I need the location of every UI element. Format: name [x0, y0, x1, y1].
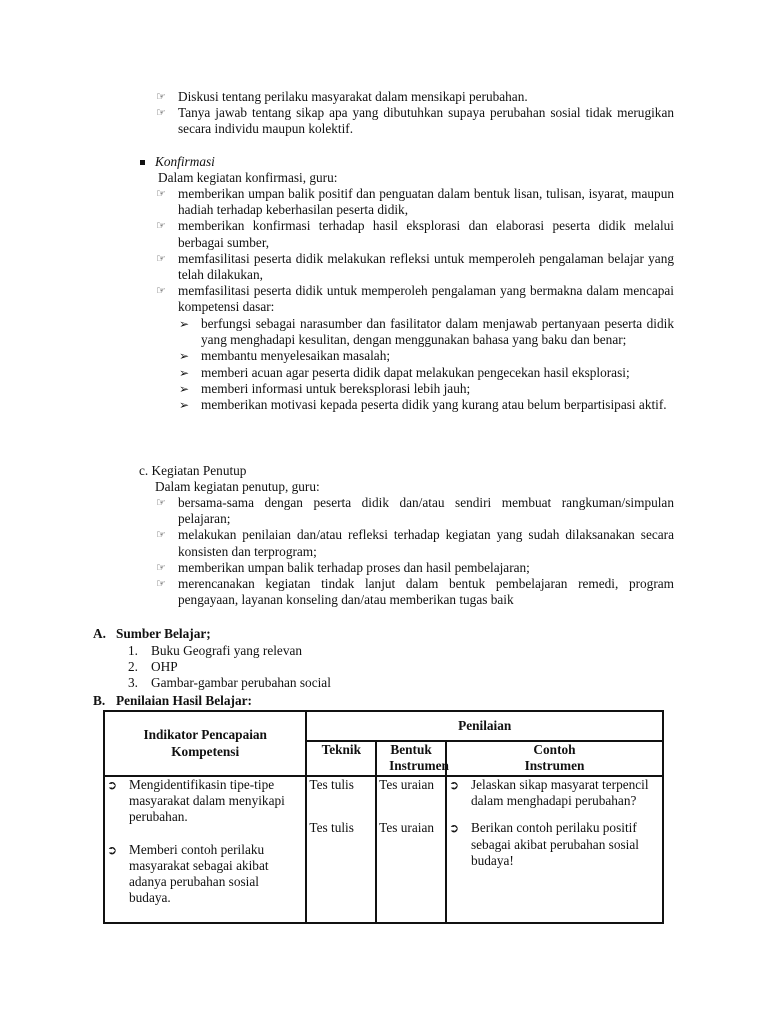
curved-arrow-icon: ➲: [448, 778, 460, 792]
pointing-hand-icon: ☞: [156, 219, 166, 233]
pointing-hand-icon: ☞: [156, 187, 166, 200]
top-discussion-list: [156, 89, 674, 138]
arrowhead-bullet-icon: ➢: [179, 349, 190, 364]
arrowhead-bullet-icon: ➢: [179, 317, 190, 331]
list-item: ➢ memberikan motivasi kepada peserta didik yang kurang atau belum berpartisipasi aktif.: [179, 397, 667, 413]
teknik-cell: Tes tulis Tes tulis: [306, 776, 376, 923]
square-bullet-icon: [140, 160, 145, 165]
bentuk-cell: Tes uraian Tes uraian: [376, 776, 446, 923]
arrowhead-bullet-icon: ➢: [179, 365, 190, 380]
list-item: ☞ Tanya jawab tentang sikap apa yang dibutuhkan supaya perubahan sosial tidak merugikan secara individu maupun kolektif.: [156, 105, 674, 137]
arrowhead-bullet-icon: ➢: [179, 381, 190, 396]
list-item: ➲ Jelaskan sikap masyarat terpencil dalam menghadapi perubahan?: [448, 777, 649, 809]
penilaian-heading: B. Penilaian Hasil Belajar:: [93, 693, 252, 708]
penutup-section: [139, 463, 679, 495]
pointing-hand-icon: ☞: [156, 106, 166, 120]
list-item: ➲ Berikan contoh perilaku positif sebagai akibat perubahan sosial budaya!: [448, 820, 639, 868]
konfirmasi-heading: Konfirmasi: [155, 154, 674, 170]
pointing-hand-icon: ☞: [156, 251, 166, 265]
sumber-heading: A. Sumber Belajar;: [93, 626, 211, 641]
list-item: ☞ memfasilitasi peserta didik untuk memperoleh pengalaman yang bermakna dalam mencapai kompetensi dasar:: [156, 283, 674, 315]
list-item: ☞ memberikan umpan balik terhadap proses dan hasil pembelajaran;: [156, 559, 530, 575]
pointing-hand-icon: ☞: [156, 560, 166, 574]
list-item: ➲ Memberi contoh perilaku masyarakat sebagai akibat adanya perubahan sosial budaya.: [107, 841, 269, 906]
curved-arrow-icon: ➲: [107, 842, 118, 857]
list-item: ☞ memberikan konfirmasi terhadap hasil eksplorasi dan elaborasi peserta didik melalui berbagai sumber,: [156, 218, 674, 250]
indikator-cell: [104, 776, 306, 923]
pointing-hand-icon: ☞: [156, 528, 166, 542]
konfirmasi-list: [156, 186, 674, 316]
penutup-list: [156, 495, 674, 608]
header-contoh: Contoh Instrumen: [446, 741, 663, 776]
header-penilaian: Penilaian: [306, 711, 663, 741]
konfirmasi-intro: Dalam kegiatan konfirmasi, guru:: [158, 170, 338, 186]
assessment-table: [103, 710, 664, 924]
penutup-intro: Dalam kegiatan penutup, guru:: [155, 479, 320, 495]
list-item: 1. Buku Geografi yang relevan: [128, 643, 303, 658]
contoh-cell: [446, 776, 663, 923]
list-item: ☞ memfasilitasi peserta didik melakukan refleksi untuk memperoleh pengalaman belajar yang telah dilakukan,: [156, 250, 674, 283]
list-item: 2. OHP: [128, 659, 178, 675]
penutup-heading: c. Kegiatan Penutup: [139, 463, 247, 478]
pointing-hand-icon: ☞: [156, 90, 166, 103]
list-item: ➢ membantu menyelesaikan masalah;: [179, 348, 391, 364]
header-teknik: Teknik: [306, 741, 376, 776]
curved-arrow-icon: ➲: [107, 778, 118, 792]
pointing-hand-icon: ☞: [156, 284, 166, 298]
list-item: ☞ Diskusi tentang perilaku masyarakat dalam mensikapi perubahan.: [156, 89, 528, 104]
list-item: 3. Gambar-gambar perubahan social: [128, 675, 331, 691]
list-item: ➢ memberi informasi untuk bereksplorasi lebih jauh;: [179, 380, 471, 396]
pointing-hand-icon: ☞: [156, 577, 166, 591]
list-item: ☞ memberikan umpan balik positif dan penguatan dalam bentuk lisan, tulisan, isyarat, maupun hadiah terhadap keberhasilan peserta didik,: [156, 186, 674, 218]
list-item: ➲ Mengidentifikasin tipe-tipe masyarakat dalam menyikapi perubahan.: [107, 777, 285, 825]
list-item: ➢ memberi acuan agar peserta didik dapat melakukan pengecekan hasil eksplorasi;: [179, 364, 630, 380]
list-item: ➢ berfungsi sebagai narasumber dan fasilitator dalam menjawab pertanyaan peserta didik yang menghadapi kesulitan, dengan menggunakan bahasa yang baku dan benar;: [179, 316, 674, 348]
pointing-hand-icon: ☞: [156, 496, 166, 509]
curved-arrow-icon: ➲: [448, 821, 460, 836]
list-item: ☞ melakukan penilaian dan/atau refleksi terhadap kegiatan yang sudah dilaksanakan secara konsisten dan terprogram;: [156, 527, 674, 559]
list-item: ☞ merencanakan kegiatan tindak lanjut dalam bentuk pembelajaran remedi, program pengayaan, layanan konseling dan/atau memberikan tugas baik: [156, 576, 674, 608]
konfirmasi-section: [155, 154, 674, 186]
sumber-list: [128, 643, 428, 692]
konfirmasi-sublist: [179, 316, 674, 413]
list-item: ☞ bersama-sama dengan peserta didik dan/atau sendiri membuat rangkuman/simpulan pelajaran;: [156, 495, 674, 527]
arrowhead-bullet-icon: ➢: [179, 398, 190, 413]
header-bentuk: Bentuk Instrumen: [376, 741, 446, 776]
header-indikator: Indikator Pencapaian Kompetensi: [104, 711, 306, 776]
